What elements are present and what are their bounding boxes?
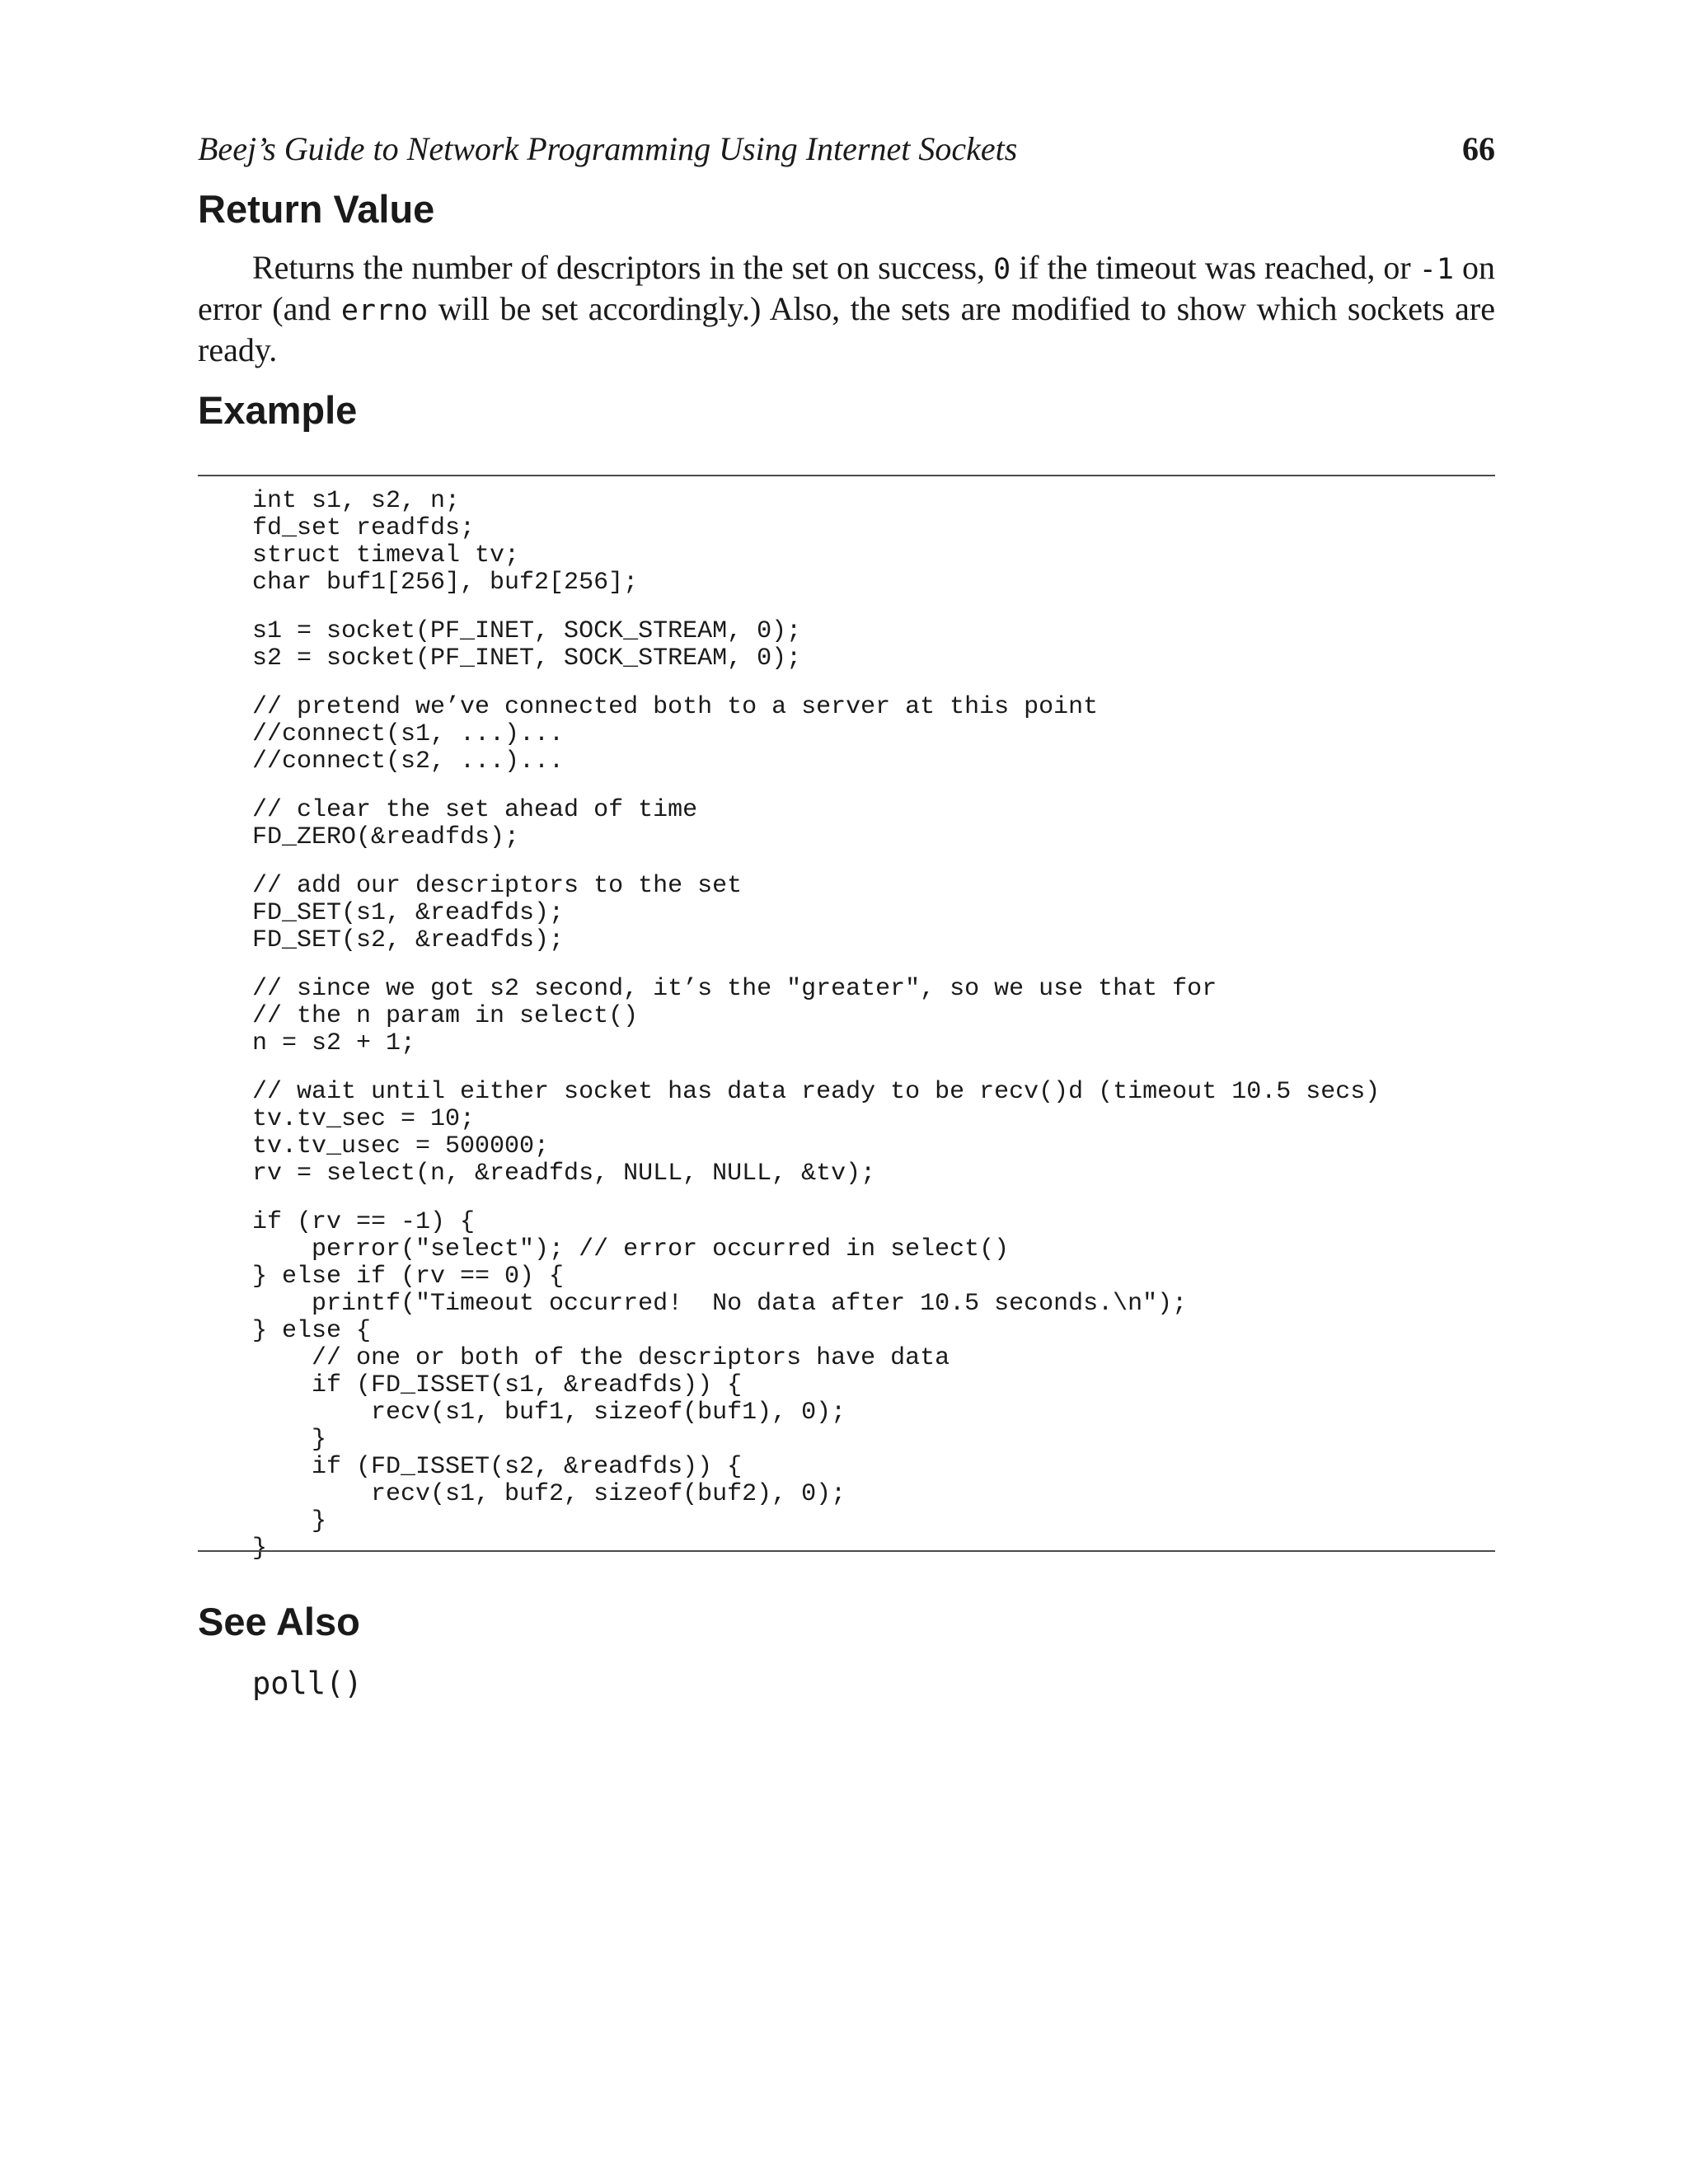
code-line: recv(s1, buf1, sizeof(buf1), 0); xyxy=(252,1399,846,1427)
code-line: //connect(s2, ...)... xyxy=(252,748,565,776)
return-value-heading: Return Value xyxy=(198,187,435,231)
code-line: } else if (rv == 0) { xyxy=(252,1263,565,1291)
see-also-link[interactable]: poll() xyxy=(252,1666,363,1701)
code-block xyxy=(252,618,1489,673)
return-value-paragraph xyxy=(198,248,1495,369)
paragraph-text: on error (and xyxy=(198,249,1495,327)
code-line: // clear the set ahead of time xyxy=(252,796,698,824)
code-line: char buf1[256], buf2[256]; xyxy=(252,569,639,597)
inline-code-zero: 0 xyxy=(993,253,1011,286)
code-line: rv = select(n, &readfds, NULL, NULL, &tv); xyxy=(252,1160,876,1188)
inline-code-errno: errno xyxy=(340,294,429,327)
inline-code-minus-one: -1 xyxy=(1418,253,1454,286)
code-line: if (FD_ISSET(s1, &readfds)) { xyxy=(252,1371,743,1399)
paragraph-text: Returns the number of descriptors in the set on success, xyxy=(252,249,994,286)
code-line: if (FD_ISSET(s2, &readfds)) { xyxy=(252,1453,743,1481)
code-line: s2 = socket(PF_INET, SOCK_STREAM, 0); xyxy=(252,644,802,673)
code-line: printf("Timeout occurred! No data after 10.5 seconds.\n"); xyxy=(252,1290,1188,1318)
code-line: } xyxy=(252,1426,327,1454)
code-line: struct timeval tv; xyxy=(252,541,520,569)
code-line: } xyxy=(252,1507,327,1535)
code-line: tv.tv_sec = 10; xyxy=(252,1105,476,1133)
running-title: Beej’s Guide to Network Programming Using Internet Sockets xyxy=(198,130,1018,167)
code-line: perror("select"); // error occurred in select() xyxy=(252,1235,1010,1263)
code-block xyxy=(252,694,1489,776)
code-line: // pretend we’ve connected both to a server at this point xyxy=(252,693,1099,721)
code-top-rule xyxy=(198,475,1495,476)
code-block xyxy=(252,873,1489,954)
paragraph-text: if the timeout was reached, or xyxy=(1010,249,1419,286)
code-line: // one or both of the descriptors have data xyxy=(252,1344,950,1372)
code-line: FD_ZERO(&readfds); xyxy=(252,823,520,851)
code-line: fd_set readfds; xyxy=(252,514,476,542)
code-line: } xyxy=(252,1535,268,1563)
code-line: // wait until either socket has data ready to be recv()d (timeout 10.5 secs) xyxy=(252,1078,1381,1106)
code-line: FD_SET(s1, &readfds); xyxy=(252,899,565,927)
code-line: recv(s1, buf2, sizeof(buf2), 0); xyxy=(252,1480,846,1508)
code-line: // add our descriptors to the set xyxy=(252,872,743,900)
code-line: int s1, s2, n; xyxy=(252,487,461,515)
code-line: } else { xyxy=(252,1317,372,1345)
code-block xyxy=(252,976,1489,1057)
see-also-heading: See Also xyxy=(198,1600,360,1643)
example-heading: Example xyxy=(198,388,358,432)
code-line: s1 = socket(PF_INET, SOCK_STREAM, 0); xyxy=(252,617,802,645)
paragraph-text: will be set accordingly.) Also, the sets are modified to show which sockets are ready. xyxy=(198,290,1495,368)
code-block xyxy=(252,1209,1489,1563)
code-line: //connect(s1, ...)... xyxy=(252,720,565,748)
page-header xyxy=(198,128,1495,177)
code-block xyxy=(252,797,1489,851)
code-line: tv.tv_usec = 500000; xyxy=(252,1132,550,1160)
code-line: if (rv == -1) { xyxy=(252,1208,476,1236)
code-line: // since we got s2 second, it’s the "greater", so we use that for xyxy=(252,975,1217,1003)
code-block xyxy=(252,1079,1489,1188)
code-block xyxy=(252,488,1489,597)
code-line: // the n param in select() xyxy=(252,1002,639,1030)
code-listing xyxy=(252,488,1489,1584)
code-bottom-rule xyxy=(198,1550,1495,1552)
page-number: 66 xyxy=(1462,130,1495,167)
code-line: n = s2 + 1; xyxy=(252,1029,416,1057)
code-line: FD_SET(s2, &readfds); xyxy=(252,926,565,954)
